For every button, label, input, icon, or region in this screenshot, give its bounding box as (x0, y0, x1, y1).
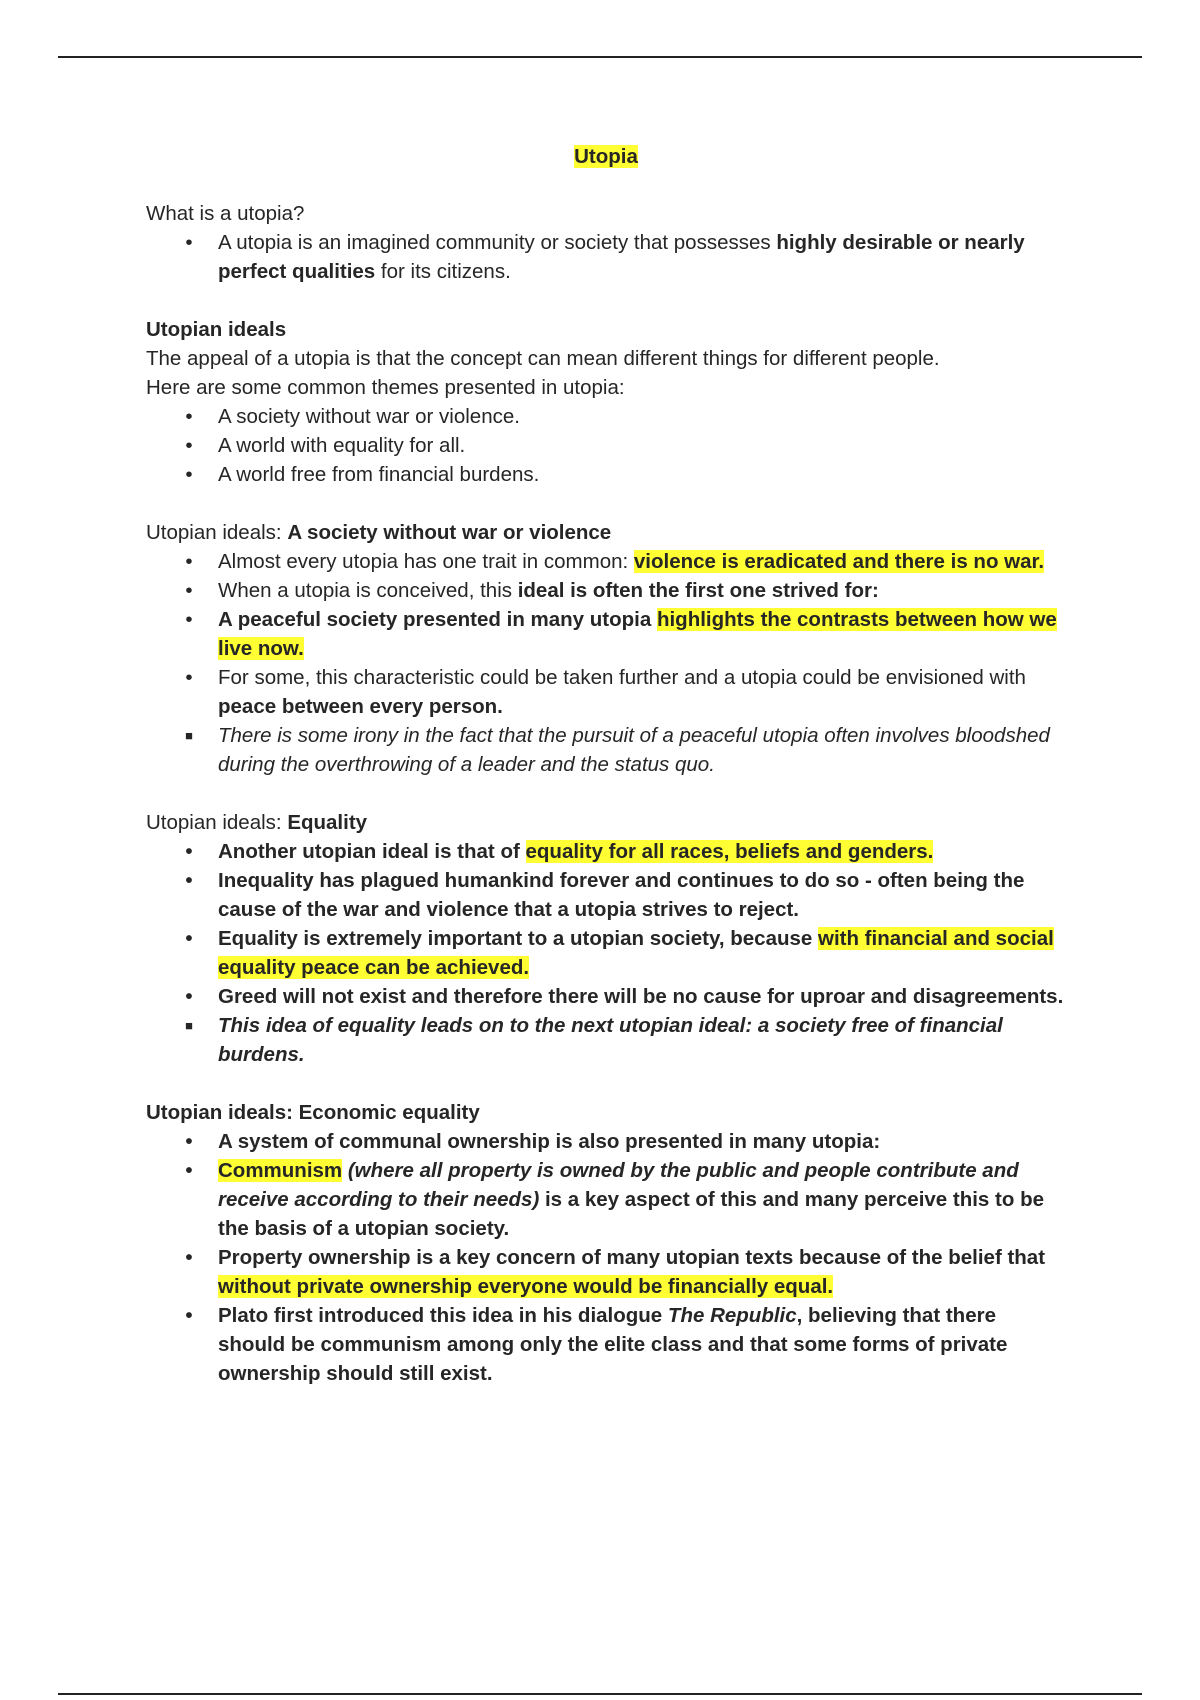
section-heading: Utopian ideals: Economic equality (146, 1101, 480, 1124)
bullet-list (146, 402, 1066, 489)
list-item: • Plato first introduced this idea in his dialogue The Republic, believing that there should be communism among only the elite class and that some forms of private ownership should still exist. (146, 1301, 1066, 1388)
bullet-list (146, 1127, 1066, 1388)
list-item: • A world free from financial burdens. (146, 460, 1066, 489)
section-what-is-utopia (146, 199, 1066, 286)
bullet-icon: • (185, 550, 193, 573)
section-without-war (146, 518, 1066, 779)
bullet-list (146, 228, 1066, 286)
list-item: • Communism (where all property is owned by the public and people contribute and receive according to their needs) is a key aspect of this and many perceive this to be the basis of a utopian society. (146, 1156, 1066, 1243)
bullet-icon: • (185, 840, 193, 863)
bullet-icon: • (185, 1246, 193, 1269)
list-item: • A world with equality for all. (146, 431, 1066, 460)
list-item: • Equality is extremely important to a utopian society, because with financial and social equality peace can be achieved. (146, 924, 1066, 982)
list-item: • A utopia is an imagined community or society that possesses highly desirable or nearly perfect qualities for its citizens. (146, 228, 1066, 286)
list-item: • Property ownership is a key concern of many utopian texts because of the belief that without private ownership everyone would be financially equal. (146, 1243, 1066, 1301)
bullet-icon: • (185, 1304, 193, 1327)
bullet-icon: • (185, 405, 193, 428)
bullet-icon: • (185, 927, 193, 950)
bullet-icon: • (185, 231, 193, 254)
bullet-icon: • (185, 608, 193, 631)
paragraph: Here are some common themes presented in utopia: (146, 376, 625, 399)
bullet-icon: • (185, 1159, 193, 1182)
bullet-list (146, 547, 1066, 779)
square-bullet-icon: ■ (185, 1018, 193, 1033)
list-item: • A society without war or violence. (146, 402, 1066, 431)
section-heading: Utopian ideals: A society without war or violence (146, 521, 612, 544)
paragraph: The appeal of a utopia is that the concept can mean different things for different people. (146, 347, 940, 370)
bullet-icon: • (185, 869, 193, 892)
document-page (146, 142, 1066, 1417)
list-item: • A peaceful society presented in many utopia highlights the contrasts between how we live now. (146, 605, 1066, 663)
bullet-icon: • (185, 666, 193, 689)
list-item: ■ This idea of equality leads on to the next utopian ideal: a society free of financial burdens. (146, 1011, 1066, 1069)
list-item: ■ There is some irony in the fact that the pursuit of a peaceful utopia often involves bloodshed during the overthrowing of a leader and the status quo. (146, 721, 1066, 779)
bullet-icon: • (185, 434, 193, 457)
page-title: Utopia (574, 145, 638, 168)
list-item: • When a utopia is conceived, this ideal is often the first one strived for: (146, 576, 1066, 605)
list-item: • A system of communal ownership is also presented in many utopia: (146, 1127, 1066, 1156)
bullet-icon: • (185, 463, 193, 486)
section-heading: Utopian ideals: Equality (146, 811, 368, 834)
bullet-icon: • (185, 985, 193, 1008)
list-item: • Almost every utopia has one trait in common: violence is eradicated and there is no war. (146, 547, 1066, 576)
section-utopian-ideals (146, 315, 1066, 489)
list-item: • For some, this characteristic could be taken further and a utopia could be envisioned with peace between every person. (146, 663, 1066, 721)
section-question: What is a utopia? (146, 202, 305, 225)
header-rule (58, 56, 1142, 58)
footer-rule (58, 1693, 1142, 1695)
bullet-list (146, 837, 1066, 1069)
square-bullet-icon: ■ (185, 728, 193, 743)
section-economic-equality (146, 1098, 1066, 1388)
list-item: • Inequality has plagued humankind forever and continues to do so - often being the cause of the war and violence that a utopia strives to reject. (146, 866, 1066, 924)
list-item: • Another utopian ideal is that of equality for all races, beliefs and genders. (146, 837, 1066, 866)
bullet-icon: • (185, 1130, 193, 1153)
bullet-icon: • (185, 579, 193, 602)
section-equality (146, 808, 1066, 1069)
section-heading: Utopian ideals (146, 318, 287, 341)
list-item: • Greed will not exist and therefore there will be no cause for uproar and disagreements. (146, 982, 1066, 1011)
